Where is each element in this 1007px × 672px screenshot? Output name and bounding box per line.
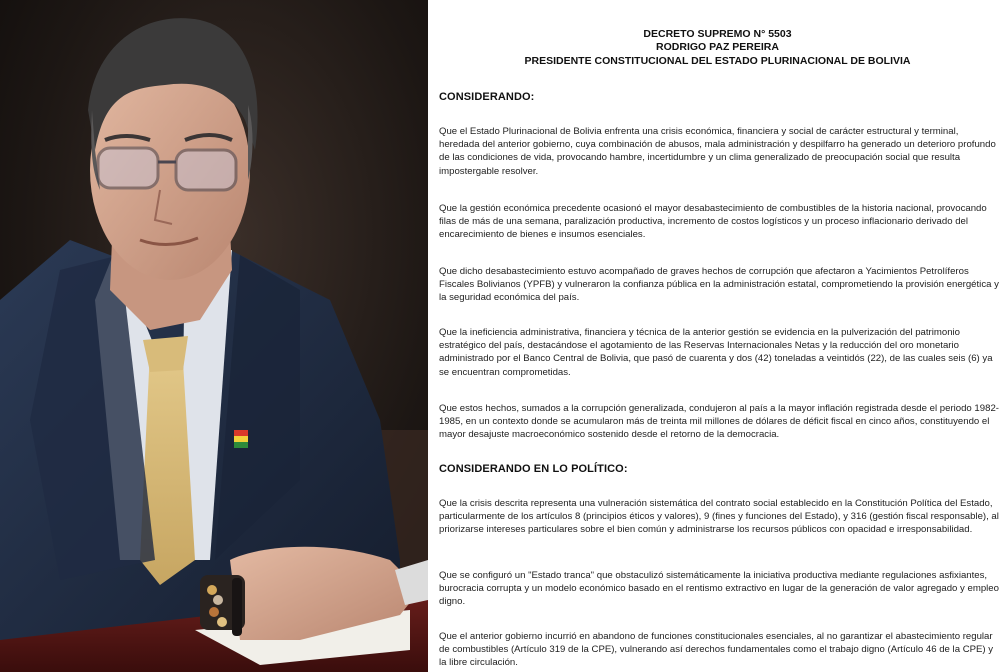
paragraph: Que el Estado Plurinacional de Bolivia enfrenta una crisis económica, financiera y social de carácter estructural y terminal, heredada del anterior gobierno, cuya combinación de abusos, mala administración y despilfarro ha generado un deterioro profundo de las condiciones de vida, provocando hambre, incertidumbre y un clima generalizado de preocupación social que resulta impostergable resolver. xyxy=(439,126,996,177)
paragraph: Que la ineficiencia administrativa, financiera y técnica de la anterior gestión se evidencia en la pulverización del patrimonio estratégico del país, destacándose el agotamiento de las Reservas Internacionales Netas y la reducción del oro monetario administrado por el Banco Central de Bolivia, que pasó de cuarenta y dos (42) toneladas a veintidós (22), de las cuales seis (6) ya se encuentran comprometidas. xyxy=(439,327,993,378)
paragraph: Que dicho desabastecimiento estuvo acompañado de graves hechos de corrupción que afectaron a Yacimientos Petrolíferos Fiscales Bolivianos (YPFB) y vulneraron la confianza pública en la administración estatal, comprometiendo la provisión energética y la seguridad económica del país. xyxy=(439,266,999,304)
paragraph: Que el anterior gobierno incurrió en abandono de funciones constitucionales esenciales, al no garantizar el abastecimiento regular de combustibles (Artículo 319 de la CPE), vulnerando así derechos fundamentales como el trabajo digno (Artículo 46 de la CPE) y la libre circulación. xyxy=(439,631,994,669)
paragraph: Que estos hechos, sumados a la corrupción generalizada, condujeron al país a la mayor inflación registrada desde el periodo 1982-1985, en un contexto donde se acumularon más de treinta mil millones de dólares de déficit fiscal en cinco años, constituyendo el mayor desajuste macroeconómico sostenido desde el retorno de la democracia. xyxy=(439,403,999,441)
decree-document xyxy=(428,0,1007,672)
decree-title: DECRETO SUPREMO N° 5503 xyxy=(643,28,792,40)
section-heading-considerando: CONSIDERANDO: xyxy=(439,91,535,103)
section-heading-politico: CONSIDERANDO EN LO POLÍTICO: xyxy=(439,463,628,475)
president-title: PRESIDENTE CONSTITUCIONAL DEL ESTADO PLURINACIONAL DE BOLIVIA xyxy=(524,55,911,67)
president-name: RODRIGO PAZ PEREIRA xyxy=(656,41,779,53)
paragraph: Que la gestión económica precedente ocasionó el mayor desabastecimiento de combustibles de la historia nacional, provocando filas de más de una semana, paralización productiva, incremento de costos logísticos y un proceso inflacionario derivado del encarecimiento de bienes e insumos esenciales. xyxy=(439,203,987,241)
president-photo xyxy=(0,0,428,672)
paragraph: Que se configuró un "Estado tranca" que obstaculizó sistemáticamente la iniciativa productiva mediante regulaciones asfixiantes, burocracia corrupta y un modelo económico basado en el rentismo extractivo en lugar de la generación de valor agregado y empleo digno. xyxy=(439,570,999,608)
paragraph: Que la crisis descrita representa una vulneración sistemática del contrato social establecido en la Constitución Política del Estado, particularmente de los artículos 8 (principios éticos y valores), 9 (fines y funciones del Estado), y 316 (gestión fiscal responsable), al priorizarse intereses particulares sobre el bien común y administrarse los recursos públicos con opacidad e irresponsabilidad. xyxy=(439,498,999,536)
